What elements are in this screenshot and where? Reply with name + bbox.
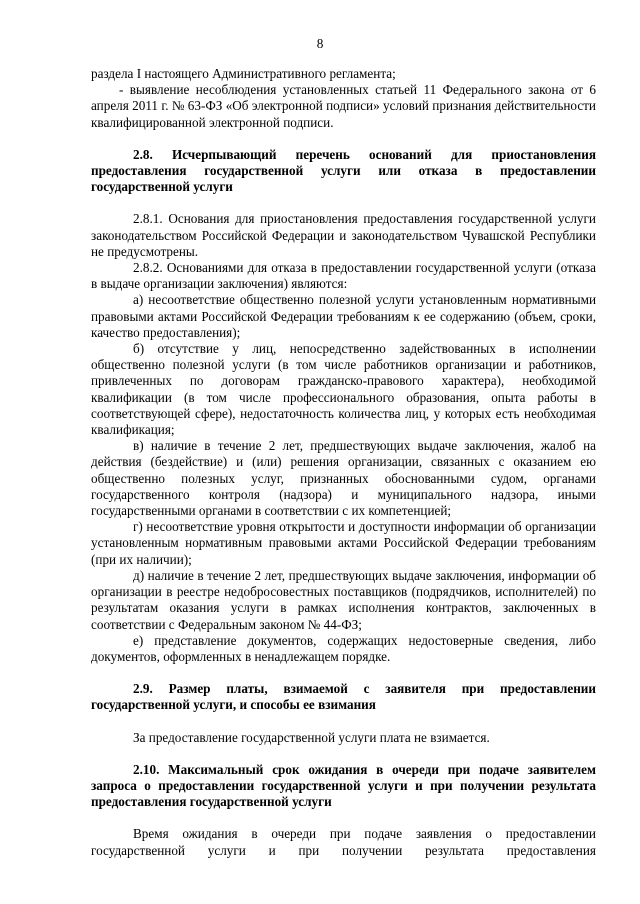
- section-heading-2-8: 2.8. Исчерпывающий перечень оснований для приостановления предоставления государственной услуги или отказа в предоставлении государственной услуги: [91, 146, 596, 195]
- paragraph-2-8-1: 2.8.1. Основания для приостановления предоставления государственной услуги законодательством Российской Федерации и законодательством Чувашской Республики не предусмотрены.: [91, 211, 596, 259]
- list-item-e: е) представление документов, содержащих недостоверные сведения, либо документов, оформленных в ненадлежащем порядке.: [91, 632, 596, 664]
- paragraph-2-10: Время ожидания в очереди при подаче заявления о предоставлении государственной услуги и при получении результата предоставления: [91, 826, 596, 858]
- list-item-b: б) отсутствие у лиц, непосредственно задействованных в исполнении общественно полезной услуги (в том числе работников организации и работников, привлеченных по договорам гражданско-правового характера), необходимой квалификации (в том числе профессионального образования, опыта работы в соответствующей сфере), недостаточность количества лиц, у которых есть необходимая квалификация;: [91, 341, 596, 438]
- list-item-g: г) несоответствие уровня открытости и доступности информации об организации установленным нормативным правовыми актами Российской Федерации требованиям (при их наличии);: [91, 519, 596, 567]
- list-item-a: а) несоответствие общественно полезной услуги установленным нормативными правовыми актами Российской Федерации требованиям к ее содержанию (объем, сроки, качество предоставления);: [91, 292, 596, 340]
- section-heading-2-9: 2.9. Размер платы, взимаемой с заявителя при предоставлении государственной услуги, и способы ее взимания: [91, 681, 596, 713]
- paragraph-2-9: За предоставление государственной услуги плата не взимается.: [133, 729, 490, 745]
- paragraph-bullet-signature: - выявление несоблюдения установленных статьей 11 Федерального закона от 6 апреля 2011 г. № 63-ФЗ «Об электронной подписи» условий признания действительности квалифицированной электронной подписи.: [91, 82, 596, 130]
- document-body: [91, 66, 596, 859]
- list-item-d: д) наличие в течение 2 лет, предшествующих выдаче заключения, информации об организации в реестре недобросовестных поставщиков (подрядчиков, исполнителей) по результатам оказания услуги в рамках исполнения контрактов, заключенных в соответствии с Федеральным законом № 44-ФЗ;: [91, 567, 596, 632]
- page-number: 8: [316, 36, 324, 51]
- list-item-v: в) наличие в течение 2 лет, предшествующих выдаче заключения, жалоб на действия (бездействие) и (или) решения организации, связанных с оказанием ею общественно полезных услуг, признанных обоснованными судом, органами государственного контроля (надзора) и муниципального надзора, иными государственными органами в соответствии с их компетенцией;: [91, 438, 596, 519]
- section-heading-2-10: 2.10. Максимальный срок ожидания в очереди при подаче заявителем запроса о предоставлении государственной услуги и при получении результата предоставления государственной услуги: [91, 761, 596, 810]
- paragraph-2-8-2: 2.8.2. Основаниями для отказа в предоставлении государственной услуги (отказа в выдаче организации заключения) являются:: [91, 260, 596, 292]
- paragraph-continuation: раздела I настоящего Административного регламента;: [91, 66, 396, 81]
